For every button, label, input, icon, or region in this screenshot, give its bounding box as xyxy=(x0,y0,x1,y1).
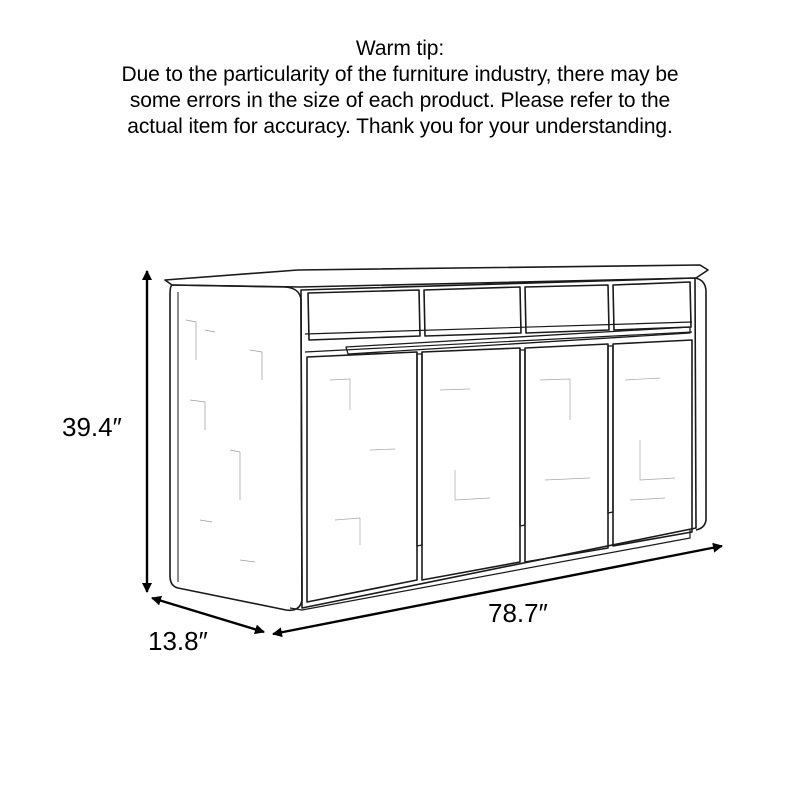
width-dimension-label: 78.7″ xyxy=(488,598,548,628)
depth-dimension-label: 13.8″ xyxy=(148,626,208,656)
drawer-row xyxy=(308,282,691,340)
height-dimension-label: 39.4″ xyxy=(62,412,122,442)
warm-tip-line-2: some errors in the size of each product. Please refer to the xyxy=(129,89,671,112)
door-3 xyxy=(525,344,608,562)
dimension-lines xyxy=(147,271,722,634)
door-4 xyxy=(613,340,692,546)
warm-tip-title: Warm tip: xyxy=(355,37,445,60)
door-1 xyxy=(307,352,417,602)
cabinet-side-panel xyxy=(170,285,302,610)
side-panel-texture xyxy=(186,320,262,562)
door-texture xyxy=(330,378,675,545)
door-handles xyxy=(417,346,613,546)
door-2 xyxy=(422,348,520,580)
warm-tip-line-1: Due to the particularity of the furniture industry, there may be xyxy=(121,63,679,86)
sideboard-cabinet xyxy=(165,265,708,610)
warm-tip-line-3: actual item for accuracy. Thank you for your understanding. xyxy=(127,115,673,138)
